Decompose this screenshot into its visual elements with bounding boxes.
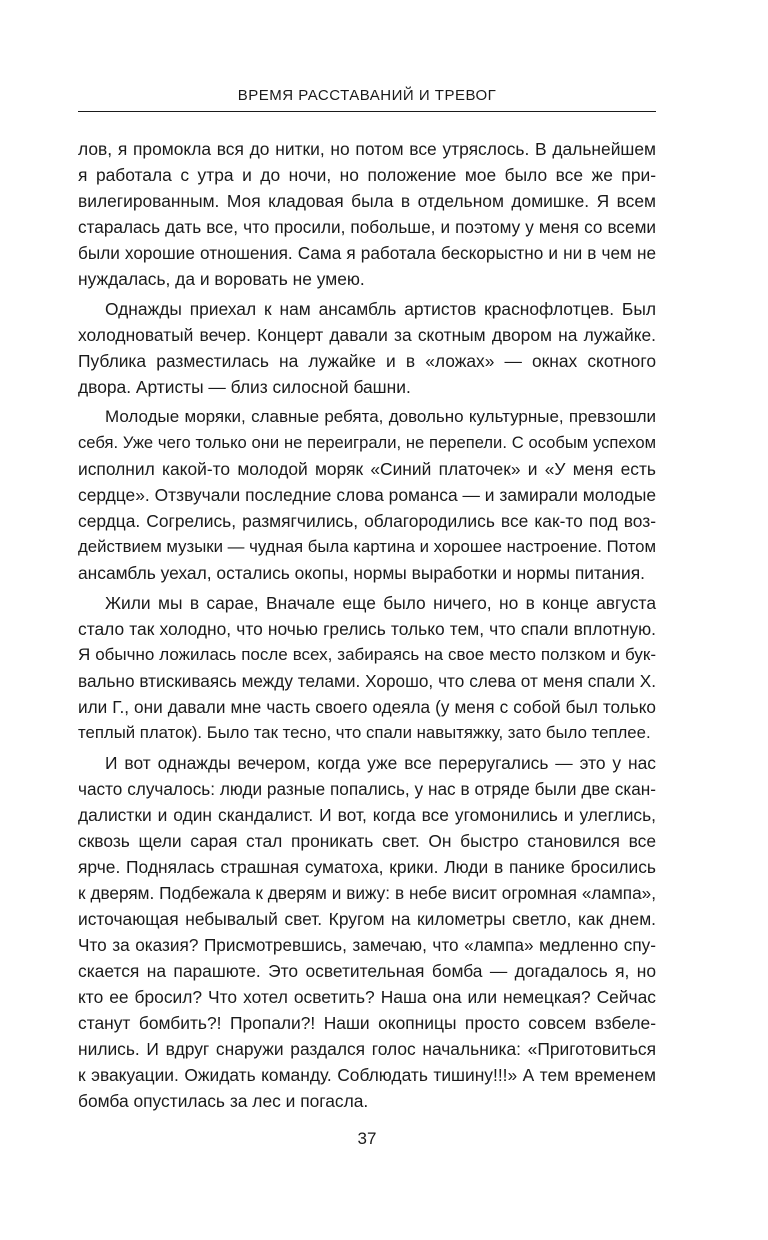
text-line: кто ее бросил? Что хотел осветить? Наша она или немецкая? Сейчас (78, 987, 656, 1007)
text-line: были хорошие отношения. Сама я работала бескорыстно и ни в чем не (78, 243, 656, 263)
text-line: вально втискиваясь между телами. Хорошо, что слева от меня спали Х. (78, 671, 656, 691)
text-line: скается на парашюте. Это осветительная бомба — догадалось я, но (78, 961, 656, 981)
text-line: бомба опустилась за лес и погасла. (78, 1091, 369, 1111)
text-line: сердца. Согрелись, размягчились, облагородились все как-то под воз- (78, 511, 656, 531)
text-line: ярче. Поднялась страшная суматоха, крики. Люди в панике бросились (78, 857, 656, 877)
text-line: Молодые моряки, славные ребята, довольно культурные, превзошли (105, 407, 656, 426)
page-number: 37 (357, 1129, 377, 1148)
text-line: сквозь щели сарая стал проникать свет. Он быстро становился все (78, 831, 656, 851)
body-text (78, 136, 656, 1114)
text-line: вилегированным. Моя кладовая была в отдельном домишке. Я всем (78, 191, 656, 211)
text-line: лов, я промокла вся до нитки, но потом все утряслось. В дальнейшем (78, 139, 656, 159)
paragraph (78, 296, 656, 400)
text-line: старалась дать все, что просили, побольше, и поэтому у меня со всеми (78, 217, 656, 237)
text-line: к эвакуации. Ожидать команду. Соблюдать тишину!!!» А тем временем (78, 1065, 656, 1085)
text-line: теплый платок). Было так тесно, что спали навытяжку, зато было теплее. (78, 723, 651, 742)
paragraph (78, 404, 656, 586)
header-rule (78, 111, 656, 112)
text-line: далистки и один скандалист. И вот, когда все угомонились и улеглись, (78, 805, 656, 825)
text-line: Однажды приехал к нам ансамбль артистов краснофлотцев. Был (105, 299, 656, 319)
text-line: нуждалась, да и воровать не умею. (78, 269, 365, 289)
text-line: нились. И вдруг снаружи раздался голос начальника: «Приготовиться (78, 1039, 656, 1059)
paragraph (78, 136, 656, 292)
text-line: Публика разместилась на лужайке и в «ложах» — окнах скотного (78, 351, 656, 371)
text-line: я работала с утра и до ночи, но положение мое было все же при- (78, 165, 656, 185)
text-line: к дверям. Подбежала к дверям и вижу: в небе висит огромная «лампа», (78, 883, 656, 903)
paragraph (78, 590, 656, 746)
text-line: сердце». Отзвучали последние слова романса — и замирали молодые (78, 485, 656, 505)
text-line: исполнил какой-то молодой моряк «Синий платочек» и «У меня есть (78, 459, 656, 479)
text-line: Я обычно ложилась после всех, забираясь на свое место ползком и бук- (78, 645, 656, 664)
text-line: И вот однажды вечером, когда уже все переругались — это у нас (105, 753, 656, 773)
text-line: стало так холодно, что ночью грелись только тем, что спали вплотную. (78, 619, 656, 639)
text-line: себя. Уже чего только они не переиграли, не перепели. С особым успехом (78, 433, 656, 452)
text-line: двора. Артисты — близ силосной башни. (78, 377, 411, 397)
text-line: ансамбль уехал, остались окопы, нормы выработки и нормы питания. (78, 563, 645, 583)
running-title: ВРЕМЯ РАССТАВАНИЙ И ТРЕВОГ (237, 87, 497, 104)
text-line: холодноватый вечер. Концерт давали за скотным двором на лужайке. (78, 325, 656, 345)
paragraph (78, 750, 656, 1114)
text-line: или Г., они давали мне часть своего одеяла (у меня с собой был только (78, 697, 656, 717)
text-line: часто случалось: люди разные попались, у нас в отряде были две скан- (78, 779, 656, 799)
text-line: Что за оказия? Присмотревшись, замечаю, что «лампа» медленно спу- (78, 935, 656, 955)
text-line: действием музыки — чудная была картина и хорошее настроение. Потом (78, 537, 656, 556)
text-line: станут бомбить?! Пропали?! Наши окопницы просто совсем взбеле- (78, 1013, 656, 1033)
text-line: Жили мы в сарае, Вначале еще было ничего, но в конце августа (105, 593, 656, 613)
text-line: источающая небывалый свет. Кругом на километры светло, как днем. (78, 909, 656, 929)
